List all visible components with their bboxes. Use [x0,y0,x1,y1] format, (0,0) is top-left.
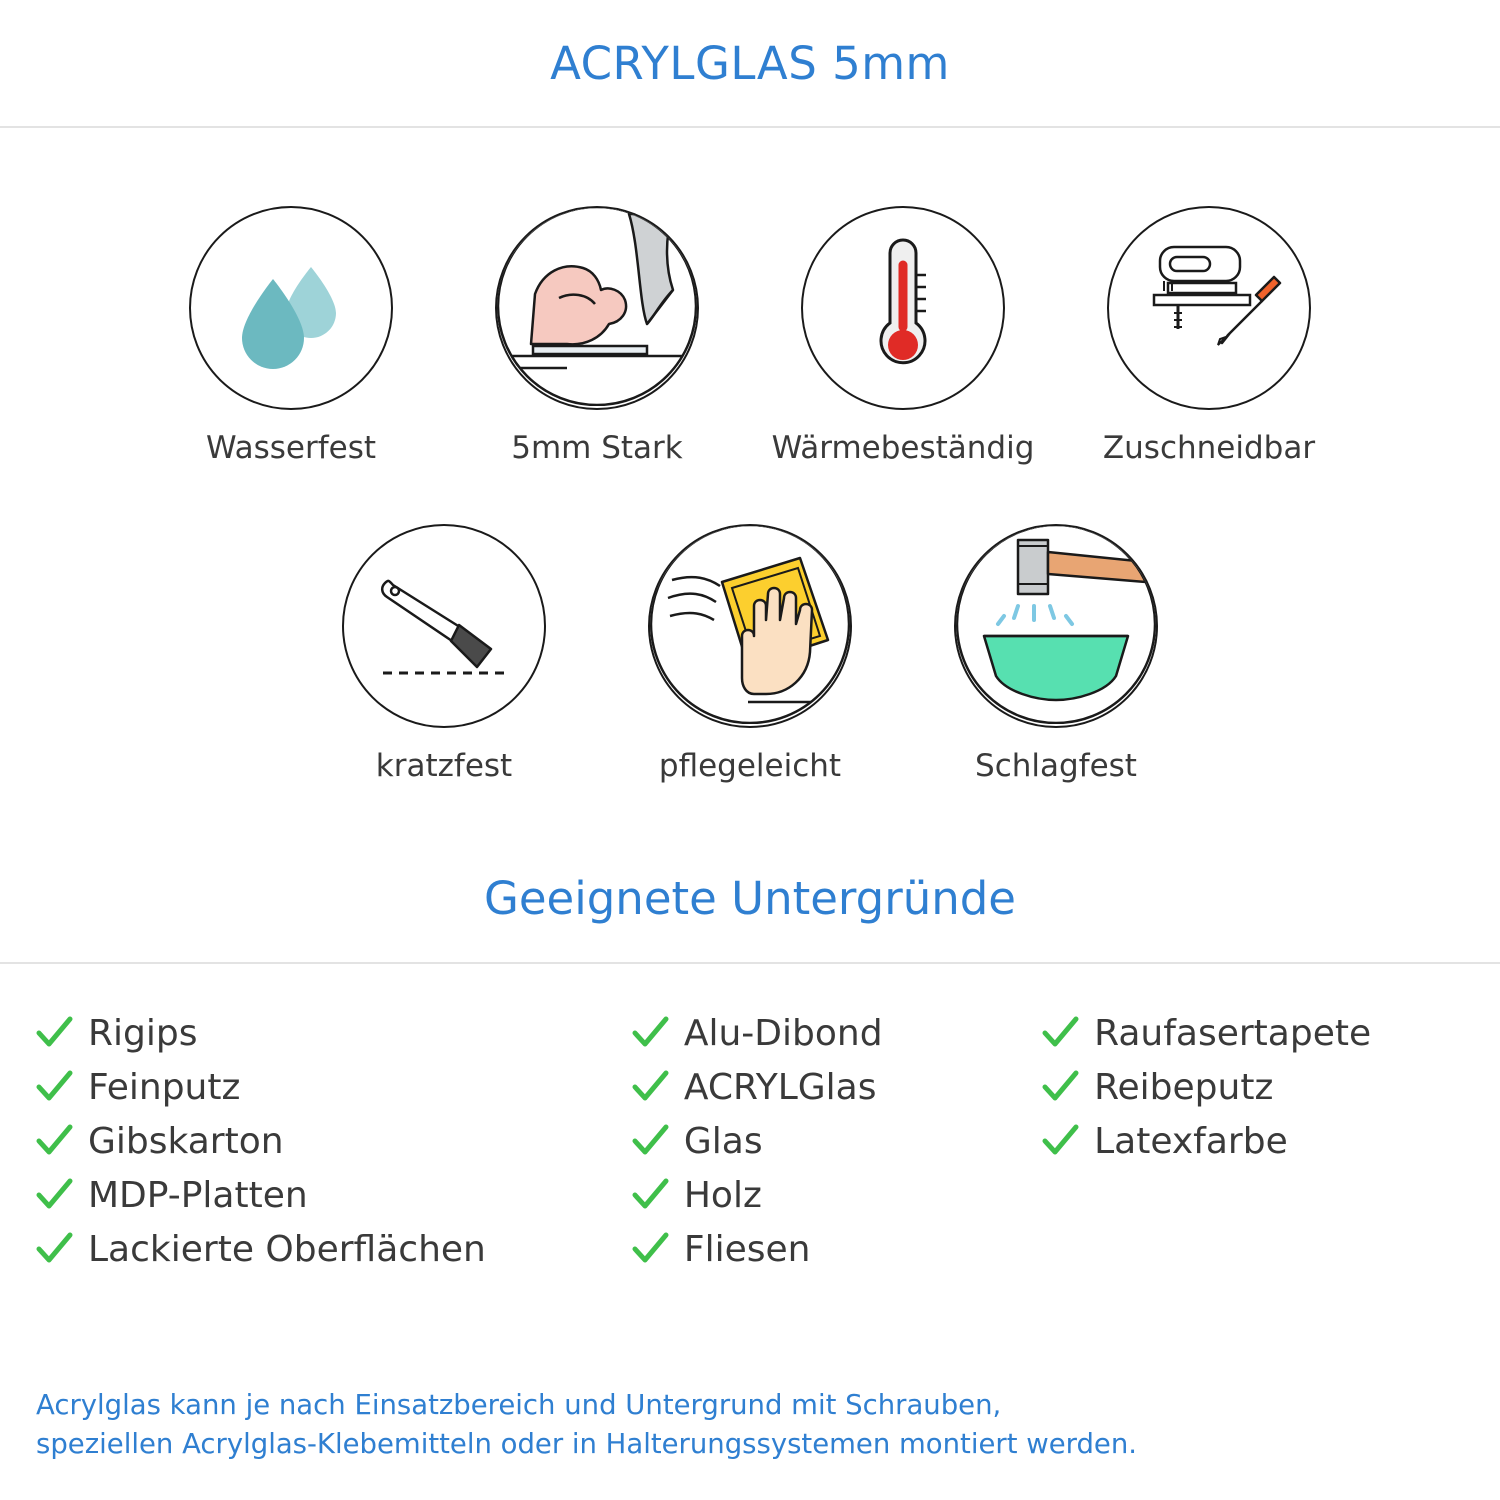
feature-icon-circle [495,206,699,410]
feature-wasserfest [180,206,402,466]
feature-5mm-stark [486,206,708,466]
check-icon [1040,1013,1080,1053]
list-item-label: Gibskarton [88,1120,284,1162]
check-icon [1040,1067,1080,1107]
feature-label: Schlagfest [975,748,1137,784]
header [0,0,1500,128]
check-icon [34,1229,74,1269]
feature-icon-circle [801,206,1005,410]
feature-pflegeleicht [639,524,861,784]
substrate-column-1 [34,1006,630,1276]
feature-label: kratzfest [375,748,513,784]
knife-scratch-icon [359,539,529,713]
list-item-label: Raufasertapete [1094,1012,1372,1054]
check-icon [630,1067,670,1107]
list-item-label: Alu-Dibond [683,1012,883,1054]
check-icon [630,1175,670,1215]
substrate-list [0,964,1500,1276]
feature-icon-circle [189,206,393,410]
feature-zuschneidbar [1098,206,1320,466]
water-drops-icon [216,231,366,385]
feature-row-2 [0,524,1500,784]
jigsaw-cutter-icon [1124,221,1294,395]
check-icon [34,1067,74,1107]
feature-icon-circle [648,524,852,728]
strong-arm-icon [497,206,697,410]
subtitle-band [0,872,1500,964]
list-item-label: Rigips [88,1012,198,1054]
list-item-label: Holz [683,1174,762,1216]
list-item-label: Reibeputz [1094,1066,1274,1108]
check-icon [630,1121,670,1161]
check-icon [34,1013,74,1053]
feature-label: Wasserfest [205,430,377,466]
list-item-label: MDP-Platten [88,1174,308,1216]
footer-note-line-1: Acrylglas kann je nach Einsatzbereich und Untergrund mit Schrauben, [36,1388,1002,1421]
list-item-label: ACRYLGlas [683,1066,877,1108]
feature-icon-circle [954,524,1158,728]
list-item [1040,1060,1466,1114]
list-item [1040,1006,1466,1060]
list-item [630,1222,1040,1276]
check-icon [1040,1121,1080,1161]
list-item [34,1114,630,1168]
feature-label: pflegeleicht [658,748,842,784]
substrate-column-3 [1040,1006,1466,1276]
check-icon [630,1013,670,1053]
feature-icon-circle [1107,206,1311,410]
feature-icon-circle [342,524,546,728]
list-item [34,1222,630,1276]
feature-waermebestaendig [771,206,1035,466]
list-item [630,1168,1040,1222]
list-item [1040,1114,1466,1168]
list-item-label: Glas [683,1120,763,1162]
check-icon [34,1121,74,1161]
feature-label: Wärmebeständig [771,430,1035,466]
hand-cloth-wipe-icon [650,524,850,728]
footer-note-line-2: speziellen Acrylglas-Klebemitteln oder in Halterungssystemen montiert werden. [36,1427,1138,1460]
thermometer-icon [828,231,978,385]
feature-label: Zuschneidbar [1102,430,1316,466]
section-title-untergruende: Geeignete Untergründe [483,872,1016,925]
check-icon [34,1175,74,1215]
list-item [630,1060,1040,1114]
list-item [630,1006,1040,1060]
check-icon [630,1229,670,1269]
footer-note [36,1386,1464,1464]
list-item [630,1114,1040,1168]
feature-row-1 [0,206,1500,466]
list-item-label: Latexfarbe [1094,1120,1288,1162]
feature-grid [0,128,1500,784]
feature-schlagfest [945,524,1167,784]
feature-kratzfest [333,524,555,784]
page-title: ACRYLGLAS 5mm [550,36,950,90]
list-item-label: Feinputz [88,1066,241,1108]
list-item [34,1060,630,1114]
feature-label: 5mm Stark [511,430,683,466]
list-item-label: Fliesen [683,1228,811,1270]
list-item-label: Lackierte Oberflächen [88,1228,486,1270]
substrate-column-2 [630,1006,1040,1276]
list-item [34,1006,630,1060]
list-item [34,1168,630,1222]
hammer-impact-icon [956,524,1156,728]
